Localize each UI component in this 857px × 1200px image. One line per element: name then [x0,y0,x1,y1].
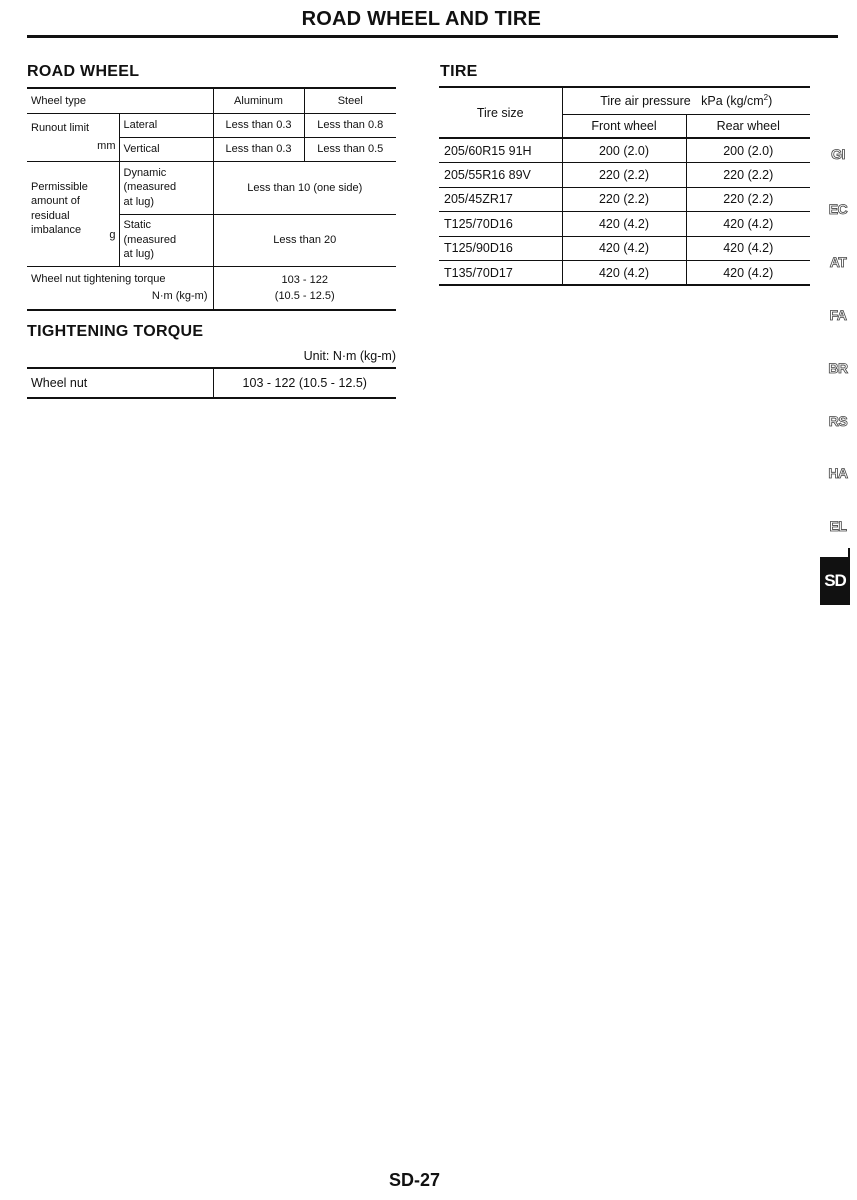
tire-size-header: Tire size [439,87,562,138]
vertical-steel: Less than 0.5 [304,137,396,161]
tire-size: T125/90D16 [439,236,562,261]
table-row [439,87,810,114]
road-wheel-table [27,87,396,311]
wheel-nut-label: Wheel nut [27,368,213,398]
rear-pressure: 420 (4.2) [686,261,810,286]
table-row [439,163,810,188]
pressure-header-label: Tire air pressure [600,94,691,109]
imbalance-label-line: residual [31,209,70,222]
front-pressure: 220 (2.2) [562,163,686,188]
static-value: Less than 20 [213,214,396,266]
steel-header: Steel [304,88,396,113]
nut-torque-label: Wheel nut tightening torque [31,272,166,285]
page-title: ROAD WHEEL AND TIRE [301,8,541,30]
section-tab-at[interactable]: AT [829,254,847,270]
nut-torque-value [213,266,396,310]
torque-unit-label: Unit: N·m (kg-m) [303,349,396,363]
table-row [27,266,396,310]
imbalance-unit: g [109,228,116,241]
front-pressure: 200 (2.0) [562,138,686,163]
table-row [27,368,396,398]
front-pressure: 420 (4.2) [562,212,686,237]
tightening-torque-heading: TIGHTENING TORQUE [27,323,204,340]
section-tab-br[interactable]: BR [828,360,848,376]
table-row [27,161,396,214]
table-row [439,212,810,237]
title-rule [27,35,838,38]
rear-pressure: 220 (2.2) [686,163,810,188]
wheel-nut-value: 103 - 122 (10.5 - 12.5) [213,368,396,398]
runout-limit-unit: mm [97,139,116,152]
aluminum-header: Aluminum [213,88,304,113]
table-row [27,113,396,137]
static-label-line: at lug) [123,248,155,261]
rear-pressure: 200 (2.0) [686,138,810,163]
section-tab-fa[interactable]: FA [829,307,847,323]
section-tab-gi[interactable]: GI [831,146,845,162]
vertical-aluminum: Less than 0.3 [213,137,304,161]
nut-torque-value-line: (10.5 - 12.5) [274,289,335,302]
tire-size: T125/70D16 [439,212,562,237]
dynamic-label [119,161,213,214]
lateral-label: Lateral [119,113,213,137]
dynamic-label-line: Dynamic [123,166,167,179]
front-pressure: 220 (2.2) [562,187,686,212]
nut-torque-unit: N·m (kg-m) [151,289,208,302]
tightening-torque-table [27,367,396,399]
rear-wheel-header: Rear wheel [686,114,810,138]
imbalance-cell [27,161,119,266]
front-wheel-header: Front wheel [562,114,686,138]
imbalance-label-line: imbalance [31,224,82,236]
tire-size: 205/55R16 89V [439,163,562,188]
section-tab-ha[interactable]: HA [828,465,848,481]
rear-pressure: 220 (2.2) [686,187,810,212]
static-label [119,214,213,266]
table-row [27,88,396,113]
table-row [439,187,810,212]
runout-limit-label: Runout limit [31,121,90,134]
table-row [439,138,810,163]
rear-pressure: 420 (4.2) [686,212,810,237]
section-tab-rs[interactable]: RS [828,413,848,429]
lateral-aluminum: Less than 0.3 [213,113,304,137]
static-label-line: Static [123,219,152,232]
imbalance-label-line: Permissible [31,180,88,193]
tire-size: 205/60R15 91H [439,138,562,163]
tire-table [439,86,810,286]
runout-limit-cell [27,113,119,161]
vertical-label: Vertical [119,137,213,161]
page-number: SD-27 [388,1170,441,1190]
table-row [439,236,810,261]
front-pressure: 420 (4.2) [562,236,686,261]
pressure-unit-sup: 2 [763,93,769,103]
road-wheel-heading: ROAD WHEEL [27,63,140,80]
lateral-steel: Less than 0.8 [304,113,396,137]
rear-pressure: 420 (4.2) [686,236,810,261]
dynamic-label-line: (measured [123,181,177,194]
pressure-unit-close: ) [768,94,773,109]
tire-size: 205/45ZR17 [439,187,562,212]
pressure-header [562,87,810,114]
tire-size: T135/70D17 [439,261,562,286]
front-pressure: 420 (4.2) [562,261,686,286]
tire-heading: TIRE [440,63,478,80]
wheel-type-label: Wheel type [27,88,213,113]
section-tab-ec[interactable]: EC [828,201,848,217]
static-label-line: (measured [123,233,177,246]
nut-torque-value-line: 103 - 122 [281,273,328,286]
section-tab-sd-active[interactable]: SD [820,557,850,605]
table-row [439,261,810,286]
imbalance-label-line: amount of [31,195,80,207]
dynamic-label-line: at lug) [123,195,155,208]
section-tab-el[interactable]: EL [829,518,847,534]
nut-torque-cell [27,266,213,310]
dynamic-value: Less than 10 (one side) [213,161,396,214]
pressure-unit: kPa (kg/cm [701,94,764,109]
